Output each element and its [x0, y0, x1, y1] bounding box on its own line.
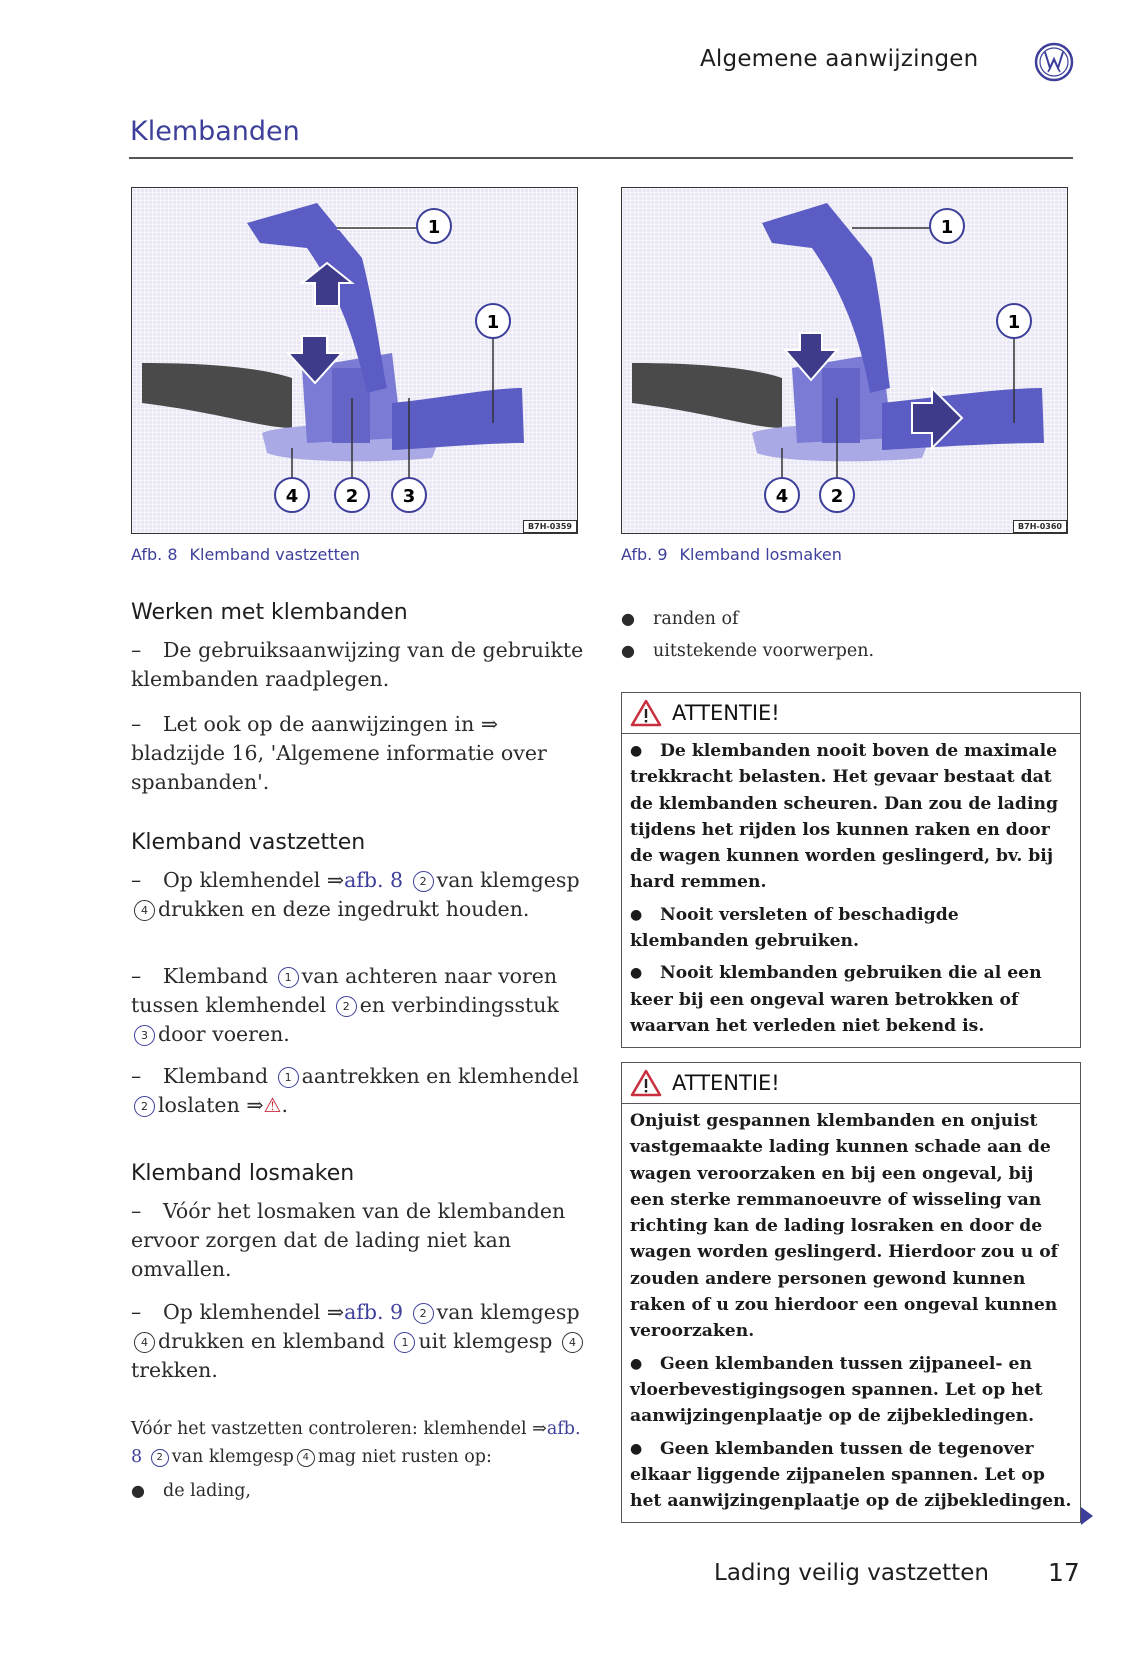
callout-number: 4: [562, 1332, 583, 1353]
bullet-icon: ●: [630, 1355, 643, 1372]
bullet-item: ● uitstekende voorwerpen.: [621, 641, 875, 661]
warning-box-2: [621, 1062, 1081, 1523]
callout-number: 2: [336, 996, 357, 1017]
bullet-icon: ●: [630, 965, 643, 982]
warning-triangle-icon: [630, 699, 662, 727]
figure-9-illustration: [621, 187, 1068, 534]
page-number: 17: [1048, 1558, 1080, 1587]
svg-text:4: 4: [775, 486, 789, 507]
warning-item: ● Geen klembanden tussen zijpaneel- en vloerbevestigingsogen spannen. Let op het aanwijzingenplaatje op de zijbekledingen.: [630, 1351, 1072, 1430]
note-paragraph: Vóór het vastzetten controleren: klemhendel ⇒afb. 8 2 van klemgesp 4 mag niet rusten op:: [131, 1419, 581, 1467]
figure-9-caption: [621, 545, 842, 564]
instruction-item: – Klemband 1 van achteren naar voren tussen klemhendel 2 en verbindingsstuk 3 door voeren.: [131, 964, 559, 1046]
callout-number: 4: [297, 1449, 315, 1467]
warning-intro: Onjuist gespannen klembanden en onjuist vastgemaakte lading kunnen schade aan de wagen veroorzaken en bij een ongeval, bij een sterke remmanoeuvre of wisseling van richting kan de lading losraken en door de wagen worden geslingerd. Hierdoor zou u of zouden andere personen gewond kunnen raken of u zou hierdoor een ongeval kunnen veroorzaken.: [630, 1111, 1059, 1342]
warning-item: ● Nooit klembanden gebruiken die al een keer bij een ongeval waren betrokken of waarvan het verleden niet bekend is.: [630, 960, 1072, 1039]
svg-text:1: 1: [486, 312, 500, 333]
warning-title: ATTENTIE!: [672, 701, 780, 725]
bullet-icon: ●: [630, 743, 643, 759]
bullet-icon: ●: [630, 1440, 643, 1457]
warning-triangle-icon[interactable]: ⚠: [263, 1093, 282, 1117]
footer-section-title: Lading veilig vastzetten: [714, 1560, 989, 1586]
bullet-item: ● randen of: [621, 609, 739, 629]
callout-number: 1: [278, 1067, 299, 1088]
caption-text: Klemband vastzetten: [189, 545, 360, 564]
warning-body: [622, 734, 1080, 1047]
instruction-item: – Op klemhendel ⇒afb. 9 2 van klemgesp 4 drukken en klemband 1 uit klemgesp 4trekken.: [131, 1298, 586, 1385]
callout-number: 2: [413, 871, 434, 892]
figure-8-caption: [131, 545, 360, 564]
figure-link[interactable]: afb. 8: [344, 868, 404, 892]
bullet-icon: ●: [621, 609, 635, 628]
warning-item: ● Nooit versleten of beschadigde klembanden gebruiken.: [630, 902, 1072, 955]
bullet-icon: ●: [131, 1481, 145, 1500]
vw-logo-icon: [1034, 42, 1074, 82]
callout-number: 4: [134, 1332, 155, 1353]
callout-number: 4: [134, 900, 155, 921]
heading-klemband-vastzetten: Klemband vastzetten: [131, 830, 366, 855]
instruction-item: – Vóór het losmaken van de klembanden ervoor zorgen dat de lading niet kan omvallen.: [131, 1199, 566, 1281]
svg-text:2: 2: [345, 486, 359, 507]
figure-link[interactable]: afb. 9: [344, 1300, 404, 1324]
continue-arrow-icon: [1081, 1507, 1093, 1525]
warning-item: ● Geen klembanden tussen de tegenover elkaar liggende zijpanelen spannen. Let op het aanwijzingenplaatje op de zijbekledingen.: [630, 1436, 1072, 1515]
bullet-item: ● de lading,: [131, 1481, 251, 1501]
figure-code: B7H-0360: [1013, 520, 1067, 533]
heading-klemband-losmaken: Klemband losmaken: [131, 1161, 355, 1186]
warning-body: [622, 1104, 1080, 1522]
callout-number: 2: [134, 1096, 155, 1117]
svg-text:3: 3: [402, 486, 416, 507]
heading-werken-met-klembanden: Werken met klembanden: [131, 600, 408, 625]
figure-code: B7H-0359: [523, 520, 577, 533]
warning-header: [622, 693, 1080, 734]
callout-number: 3: [134, 1025, 155, 1046]
caption-number: Afb. 9: [621, 545, 668, 564]
svg-text:1: 1: [427, 217, 441, 238]
svg-text:1: 1: [940, 217, 954, 238]
callout-number: 2: [151, 1449, 169, 1467]
instruction-item: – Op klemhendel ⇒afb. 8 2 van klemgesp 4 drukken en deze ingedrukt houden.: [131, 868, 580, 921]
callout-number: 1: [394, 1332, 415, 1353]
warning-box-1: [621, 692, 1081, 1048]
running-header-title: Algemene aanwijzingen: [700, 46, 979, 72]
svg-text:2: 2: [830, 486, 844, 507]
svg-text:4: 4: [285, 486, 299, 507]
caption-number: Afb. 8: [131, 545, 178, 564]
callout-number: 2: [413, 1303, 434, 1324]
bullet-icon: ●: [621, 641, 635, 660]
warning-header: [622, 1063, 1080, 1104]
warning-title: ATTENTIE!: [672, 1071, 780, 1095]
warning-triangle-icon: [630, 1069, 662, 1097]
title-divider: [129, 157, 1073, 159]
caption-text: Klemband losmaken: [679, 545, 842, 564]
bullet-icon: ●: [630, 906, 643, 923]
page-title: Klembanden: [130, 116, 300, 147]
figure-link[interactable]: afb. 8: [131, 1419, 581, 1467]
svg-text:1: 1: [1007, 312, 1021, 333]
figure-8-illustration: [131, 187, 578, 534]
instruction-item: – Let ook op de aanwijzingen in ⇒ bladzijde 16, 'Algemene informatie over spanbanden'.: [131, 712, 547, 794]
callout-number: 1: [278, 967, 299, 988]
instruction-item: – De gebruiksaanwijzing van de gebruikte klembanden raadplegen.: [131, 638, 584, 691]
reference-arrow: ⇒: [480, 712, 498, 736]
warning-item: ● De klembanden nooit boven de maximale trekkracht belasten. Het gevaar bestaat dat de klembanden scheuren. Dan zou de lading tijdens het rijden los kunnen raken en door de wagen kunnen worden geslingerd, bv. bij hard remmen.: [630, 738, 1072, 896]
page-reference-link[interactable]: bladzijde 16, 'Algemene informatie over spanbanden'.: [131, 741, 547, 794]
instruction-item: – Klemband 1 aantrekken en klemhendel 2 loslaten ⇒⚠.: [131, 1064, 579, 1117]
